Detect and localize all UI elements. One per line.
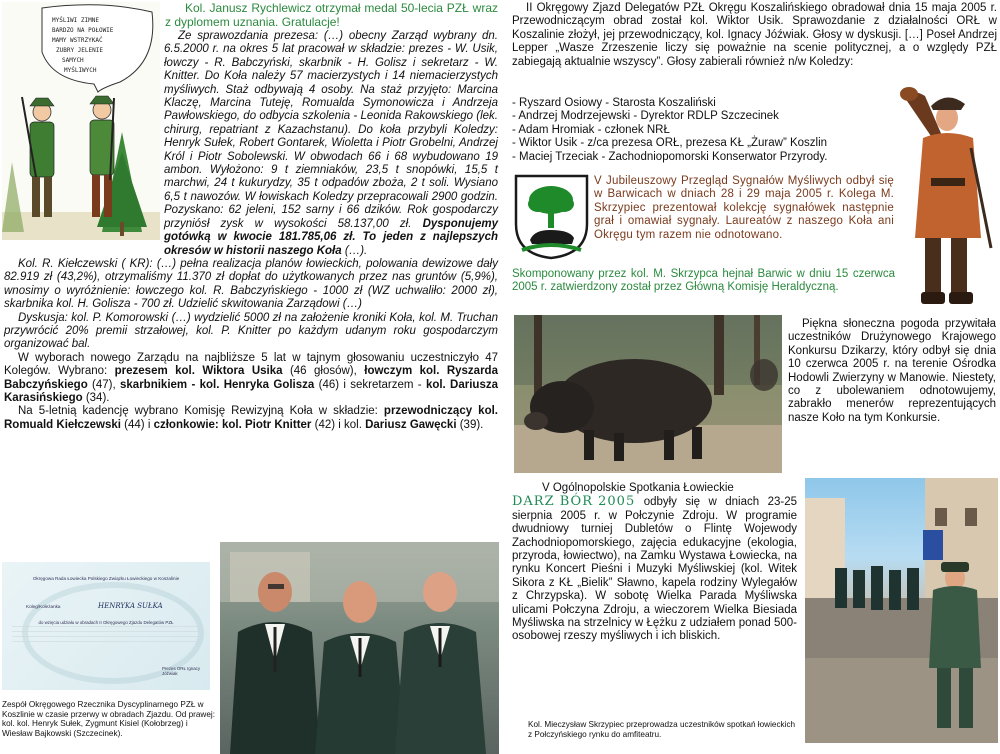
diploma-body: do wzięcia udziału w obradach II Okręgowego Zjazdu Delegatów PZŁ [38,620,174,625]
svg-text:MAMY WSTRZYKAĆ: MAMY WSTRZYKAĆ [52,37,103,44]
election-intro: W wyborach nowego Zarządu na najbliższe 5 lat w tajnym głosowaniu uczestniczyło 47 Kolegów. Wybrano: [4,351,498,378]
congress-paragraph: II Okręgowy Zjazd Delegatów PZŁ Okręgu Koszalińskiego obradował dnia 15 maja 2005 r. Przewodniczącym obrad został kol. Wiktor Usik. Sprawozdanie z działalności ORŁ w Koszalinie złożył, jej przewodniczący, kol. Ignacy Jóźwiak. Głosy w dyskusji. […] Poseł Andrzej Lepper „Wasze Zrzeszenie liczy się poważnie na scenie politycznej, a o względy PZŁ zabiegają aktualnie wszyscy”. Głosy zabierali również n/w Koledzy: [512,2,997,68]
svg-text:BARDZO NA POŁOWIE: BARDZO NA POŁOWIE [52,27,114,34]
president-votes: (46 głosów), [289,365,357,378]
darz-bor-text: odbyły się w dniach 23-25 sierpnia 2005 r. w Połczynie Zdroju. W programie dwudniowy turniej Dubletów o Flintę Wojewody Zachodniopomorskiego, zajęcia edukacyjne (ekologia, przyroda, łowiectwo), na Zamku Wystawa Łowiecka, na rynku Koncert Pieśni i Muzyki Myśliwskiej (kol. Witek Sikora z KŁ „Bielik” Sławno, kapela rodziny Wylegałów z Chrzypska). W sobotę Wielka Parada Myśliwska ulicami Połczyna Zdroju, a wieczorem Wielka Biesiada Myśliwska na strzelnicy w Łężku z udziałem ponad 500-osobowej rzeszy myśliwych i ich bliskich. [512,496,797,643]
speaker-item: - Maciej Trzeciak - Zachodniopomorski Konserwator Przyrody. [512,150,828,163]
audit-member-votes: (42) i kol. [314,418,362,431]
audit-member-2: Dariusz Gawęcki [365,418,457,431]
column-2-top [512,2,997,69]
diploma-signature: Prezes ORŁ Ignacy Jóźwiak [162,666,201,676]
svg-text:SAMYCH: SAMYCH [62,57,84,64]
audit-committee-intro: Na 5-letnią kadencję wybrano Komisję Rewizyjną Koła w składzie: [18,405,378,418]
svg-text:MYŚLIWYCH: MYŚLIWYCH [64,67,97,74]
hunter-horn-illustration [895,78,997,318]
report-text [4,30,498,432]
diploma-image [2,562,210,690]
speakers-list [512,97,892,164]
speaker-item: - Andrzej Modrzejewski - Dyrektor RDLP Szczecinek [512,110,779,123]
report-paragraph-1-end: (…). [344,244,368,257]
audit-members: członkowie: kol. Piotr Knitter [153,418,312,431]
darz-bor-intro: V Ogólnopolskie Spotkania Łowieckie [542,482,734,494]
report-paragraph-1: Ze sprawozdania prezesa: (…) obecny Zarząd wybrany dn. 6.5.2000 r. na okres 5 lat pracował w składzie: prezes - W. Usik, łowczy - R. Babczyński, skarbnik - H. Golisz i sekretarz - W. Knitter. Do Koła należy 57 macierzystych i 14 niemacierzystych myśliwych. Staż odbywają 4 osoby. Na staż przyjęto: Marcina Klaczę, Marcina Tuteję, Romualda Symonowicza i Andrzeja Pawłowskiego, do odbycia szkolenia - Leonida Rakowskiego (lek. chirurg, repatriant z Kazachstanu). Do koła przybyli Koledzy: Henryk Sułek, Robert Gontarek, Wioletta i Piotr Grobelni, Andrzej Król i Piotr Sobolewski. W obwodach 66 i 68 wybudowano 19 ambon. Wyłożono: 9 t ziemniaków, 23,5 t snopówki, 15,5 t marchwi, 24 t kukurydzy, 35 t odpadów zboża, 2 t soli. Wysiano 6,5 t nawozów. W łowiskach Koledzy przepracowali 2900 godzin. Pozyskano: 62 jeleni, 152 sarny i 66 dzików. Rok gospodarczy przyniósł zysk w wysokości 58.137,00 zł. [164,30,498,230]
darz-bor-title: DARZ BÓR 2005 [512,494,636,510]
diploma-header: Okręgowa Rada Łowiecka Polskiego Związku Łowieckiego w Koszalinie [32,576,180,581]
elected-treasurer: skarbnikiem - kol. Henryka Golisza [120,378,315,391]
barwice-coat-of-arms [514,174,589,260]
audit-chairman-votes: (44) i [124,418,151,431]
delegates-photo [220,542,499,754]
hunt-master-votes: (47), [92,378,116,391]
speaker-item: - Adam Hromiak - członek NRŁ [512,123,670,136]
medal-note: Kol. Janusz Rychlewicz otrzymał medal 50-lecia PZŁ wraz z dyplomem uznania. Gratulacje! [165,1,498,29]
parade-drawing [805,478,998,743]
column-1-top [165,2,498,29]
secretary-votes: (34). [85,391,110,404]
elected-president: prezesem kol. Wiktora Usika [114,365,283,378]
wild-boar-drawing [514,315,782,473]
elected-hunt-master: łowczym kol. Ryszarda Babczyńskiego [4,365,498,391]
jubilee-paragraph: V Jubileuszowy Przegląd Sygnałów Myśliwych odbył się w Barwicach w dniach 28 i 29 maja 2005 r. Kolega M. Skrzypiec prezentował kolekcję sygnałówek następnie grał i omawiał sygnały. Laureatów z naszego Koła ani Okręgu tym razem nie odnotowano. [594,175,894,241]
darz-bor-paragraph [512,482,797,644]
right-photo-caption: Kol. Mieczysław Skrzypiec przeprowadza uczestników spotkań łowieckich z Połczyńskiego rynku do amfiteatru. [528,720,796,739]
svg-text:ZUBRY JELENIE: ZUBRY JELENIE [56,47,103,54]
contest-paragraph [788,318,996,425]
diploma-addressee-label: Koleg/Koleżanka [26,604,61,609]
left-photo-caption: Zespół Okręgowego Rzecznika Dyscyplinarnego PZŁ w Koszlinie w czasie przerwy w obradach Zjazdu. Od prawej: kol. kol. Henryk Sułek, Zygmunt Kisiel (Kołobrzeg) i Wiesław Bajkowski (Szczecinek). [2,700,215,738]
report-highlight: Dysponujemy gotówką w kwocie 181.785,06 zł. To jeden z najlepszych okresów w historii naszego Koła [164,217,498,257]
diploma-name: HENRYKA SUŁKA [98,602,163,610]
delegates-photo-drawing [220,542,499,754]
discussion-paragraph: Dyskusja: kol. P. Komorowski (…) wydzielić 5000 zł na założenie kroniki Koła, kol. M. Truchan przywrócić 20% premii strzałowej, kol. P. Knitter po każdym udanym roku gospodarczym organizować bal. [4,311,498,351]
treasurer-votes: (46) i sekretarzem - [318,378,422,391]
election-paragraph [4,352,498,406]
elected-secretary: kol. Dariusza Karasińskiego [4,378,498,404]
hunter-horn-drawing [895,78,997,318]
audit-paragraph: Kol. R. Kiełczewski ( KR): (…) pełna realizacja planów łowieckich, polowania dewizowe dały 82.919 zł (43,2%), otrzymaliśmy 11.370 zł dopłat do użytkowanych przez nas gruntów (5,9%), wnosimy o wyróżnienie: łowczego kol. R. Babczyńskiego - 1000 zł (WZ uchwaliło: 2000 zł), skarbnika kol. H. Golisza - 700 zł. Udzielić skwitowania Zarządowi (…) [4,257,498,311]
diploma-lines [12,626,200,646]
audit-committee-paragraph [4,405,498,432]
cartoon-spacer [4,30,164,245]
hejnal-paragraph: Skomponowany przez kol. M. Skrzypca hejnał Barwic w dniu 15 czerwca 2005 r. zatwierdzony został przez Główną Komisję Heraldyczną. [512,268,895,294]
svg-text:MYŚLIWI ZIMNE: MYŚLIWI ZIMNE [52,17,99,24]
speaker-item: - Ryszard Osiowy - Starosta Koszaliński [512,97,716,109]
hunters-parade-photo [805,478,998,743]
audit-chairman: przewodniczący kol. Romuald Kiełczewski [4,405,498,431]
contest-text: Piękna słoneczna pogoda przywitała uczestników Drużynowego Krajowego Konkursu Dzikarzy, który odbył się dnia 10 czerwca 2005 r. na terenie Ośrodka Hodowli Zwierzyny w Manowie. Niestety, co z ubolewaniem odnotowujemy, zabrakło menerów reprezentujących nasze Koło na tym Konkursie. [788,318,996,424]
coat-of-arms-shield [514,174,589,260]
wild-boar-photo [514,315,782,473]
audit-member-2-votes: (39). [459,418,484,431]
speaker-item: - Wiktor Usik - z/ca prezesa ORŁ, prezesa KŁ „Żuraw” Koszlin [512,137,828,150]
